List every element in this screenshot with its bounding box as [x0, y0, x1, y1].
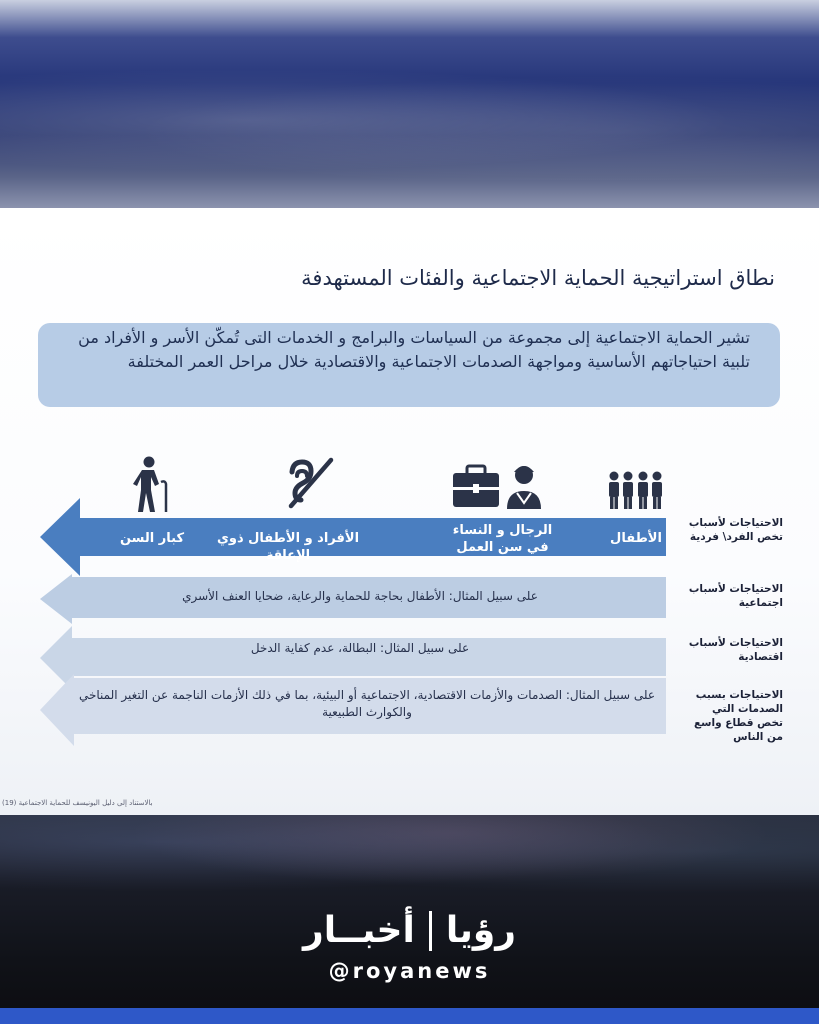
shock-needs-text: على سبيل المثال: الصدمات والأزمات الاقتصادية، الاجتماعية أو البيئية، بما في ذلك الأزمات الناجمة عن التغير المناخي والكوارث الطبيعية — [78, 688, 656, 719]
category-working-age: الرجال و النساء في سن العمل — [452, 523, 553, 555]
infographic-panel — [0, 208, 819, 815]
top-blurred-background — [0, 0, 819, 208]
infographic-title: نطاق استراتيجية الحماية الاجتماعية والفئات المستهدفة — [301, 266, 775, 290]
category-elderly: كبار السن — [119, 531, 185, 546]
category-children: الأطفال — [610, 531, 662, 546]
side-label-individual: الاحتياجات لأسباب تخص الفرد\ فردية — [688, 517, 783, 543]
source-note: بالاستناد إلى دليل اليونيسف للحماية الاجتماعية (19) — [2, 799, 153, 807]
side-label-economic: الاحتياجات لأسباب اقتصادية — [688, 637, 783, 663]
royanews-logo — [0, 910, 819, 983]
social-needs-text: على سبيل المثال: الأطفال بحاجة للحماية والرعاية، ضحايا العنف الأسري — [182, 589, 538, 603]
side-label-shocks: الاحتياجات بسبب الصدمات التي تخص قطاع واسع من الناس — [694, 689, 783, 743]
logo-roya-mark: رؤيا — [445, 910, 516, 951]
logo-akhbar-text: أخبــار — [303, 910, 415, 951]
economic-needs-text: على سبيل المثال: البطالة، عدم كفاية الدخل — [250, 641, 470, 655]
description-text: تشير الحماية الاجتماعية إلى مجموعة من السياسات والبرامج و الخدمات التى تُمكّن الأسر و الأفراد من تلبية احتياجاتهم الأساسية ومواجهة الصدمات الاجتماعية والاقتصادية خلال مراحل العمر المختلفة — [78, 328, 750, 371]
side-label-social: الاحتياجات لأسباب اجتماعية — [688, 583, 783, 609]
logo-separator — [429, 911, 432, 951]
social-handle: @royanews — [328, 959, 491, 983]
category-disabled: الأفراد و الأطفال ذوي الإعاقة — [216, 531, 360, 563]
bottom-blue-strip — [0, 1008, 819, 1024]
